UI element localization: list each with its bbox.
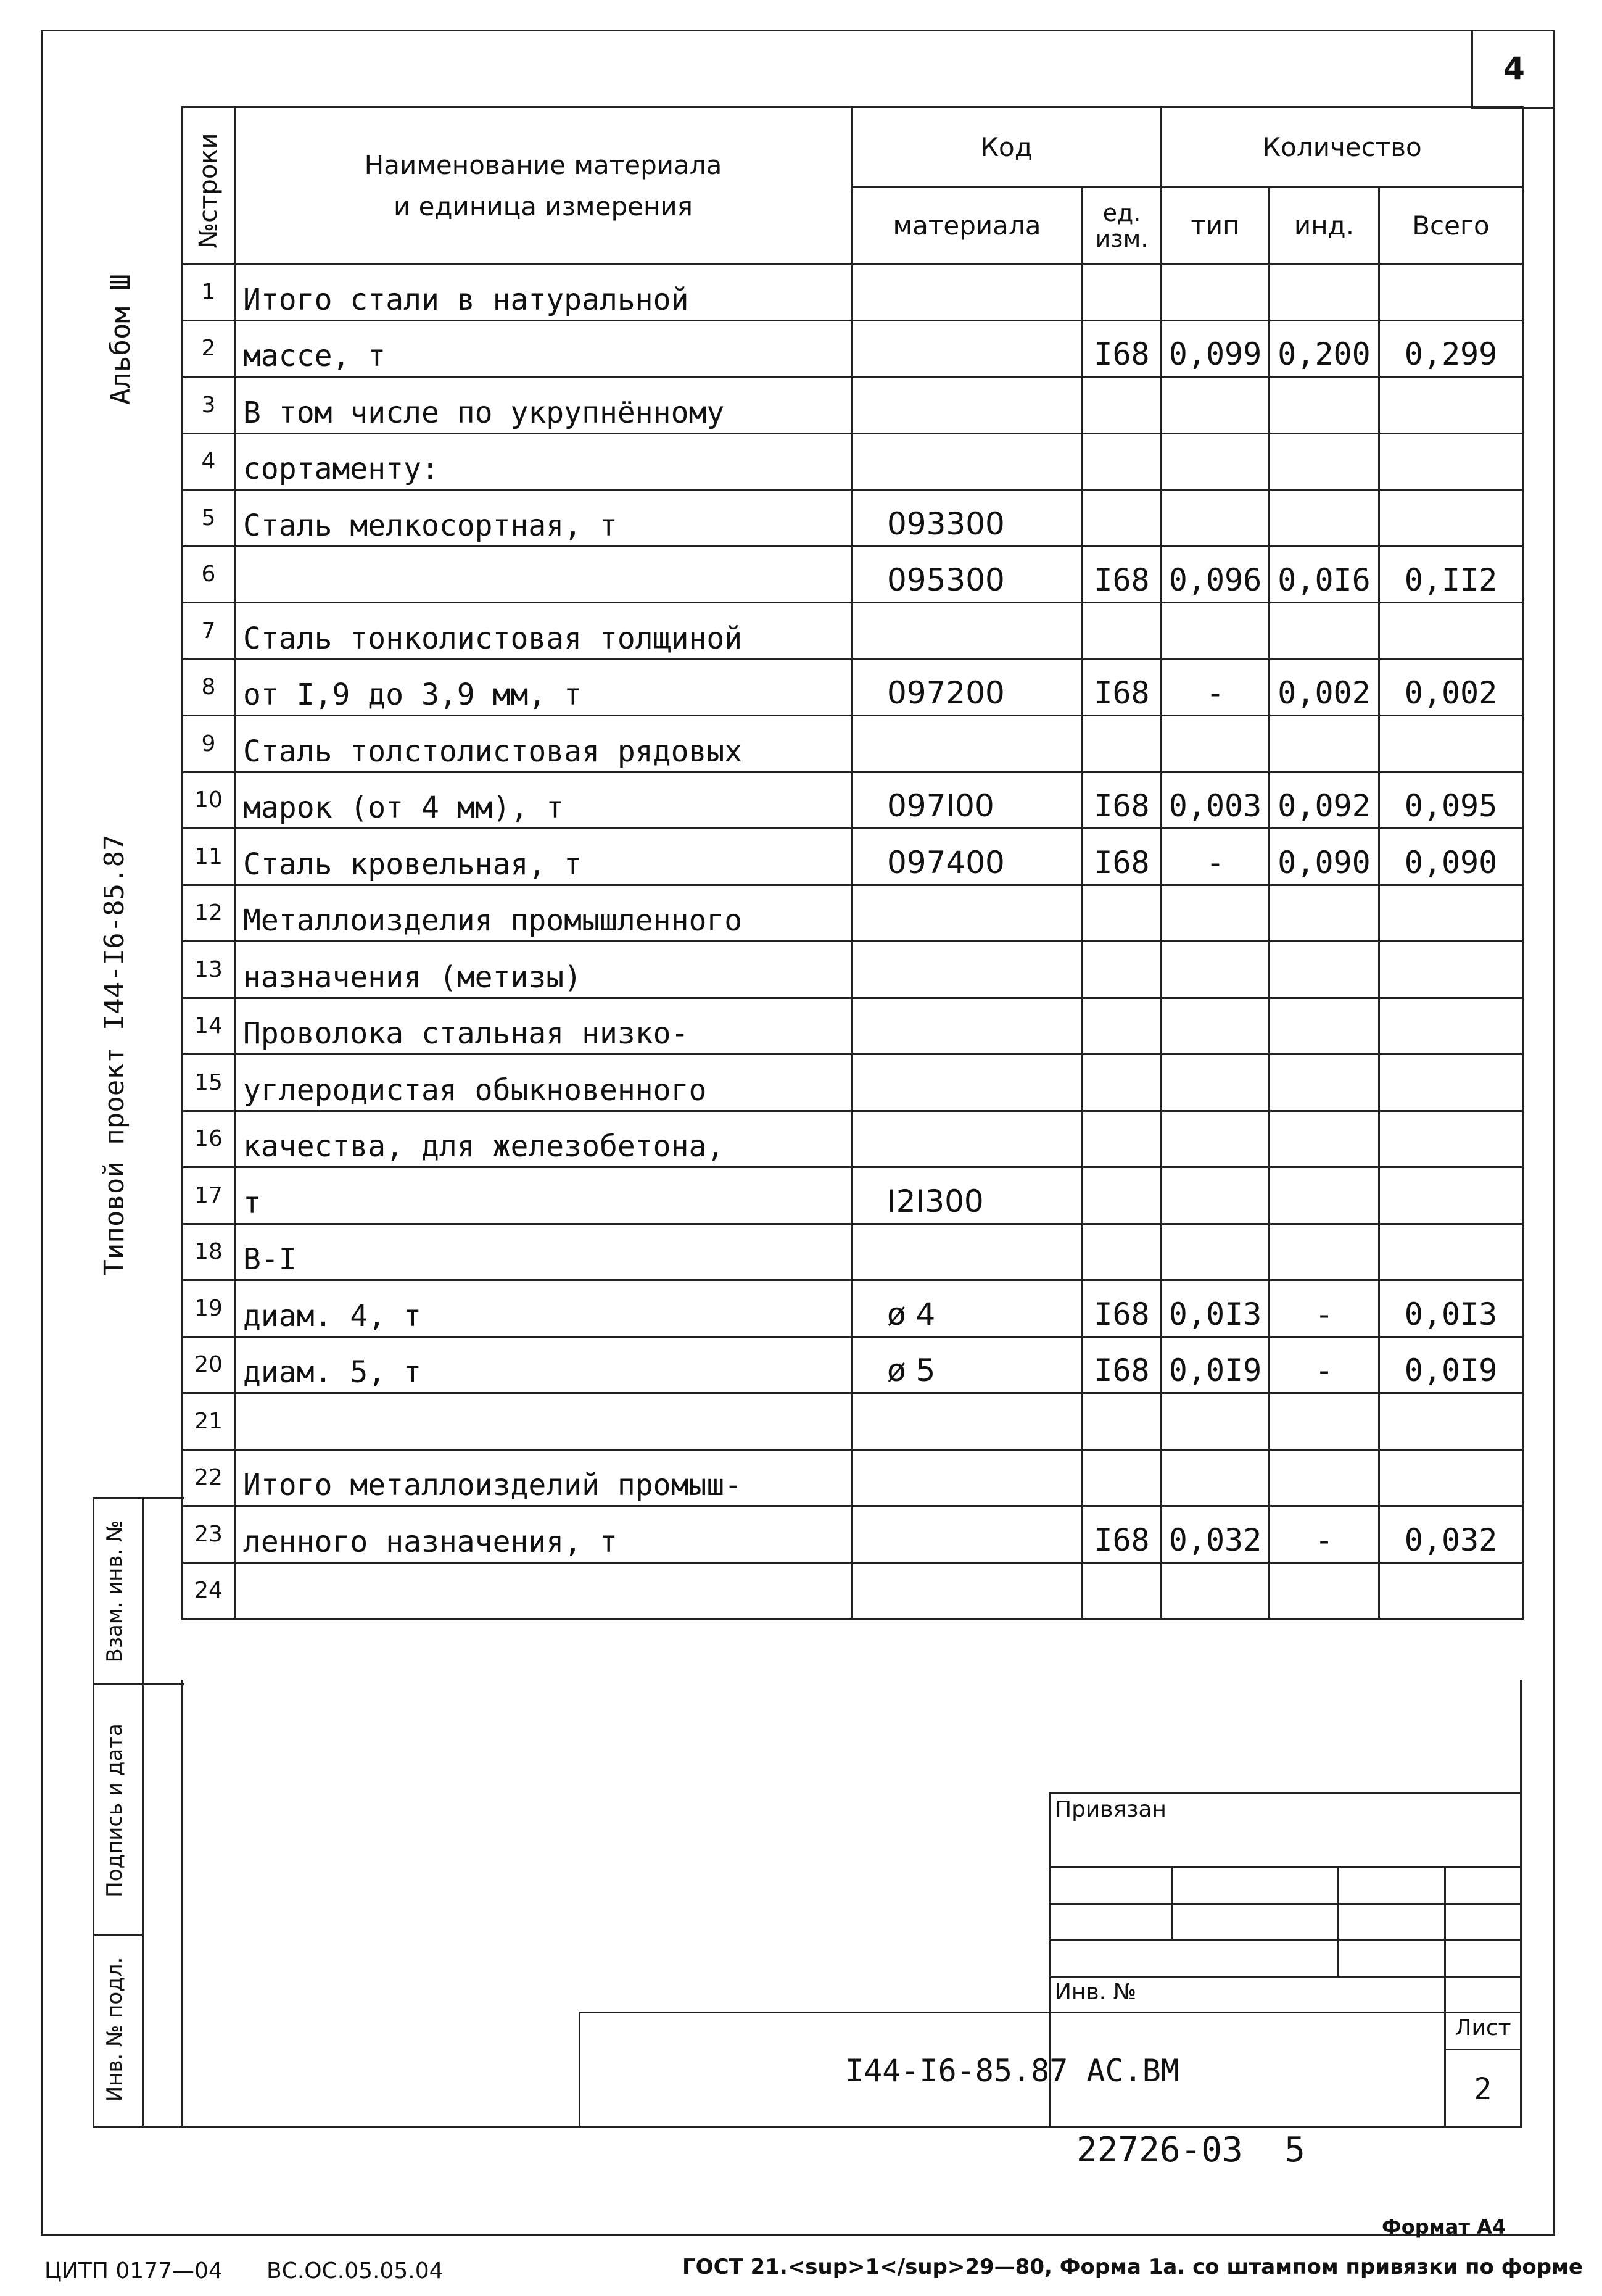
- qty-total: 0,095: [1379, 772, 1523, 829]
- table-row: [183, 885, 1523, 942]
- title-block: [181, 1680, 1522, 2128]
- qty-ind: [1270, 1224, 1379, 1280]
- header-quantity: Количество: [1162, 107, 1523, 188]
- table-row: [183, 1224, 1523, 1280]
- qty-ind: 0,200: [1270, 320, 1379, 377]
- qty-total: [1379, 490, 1523, 547]
- material-code: [852, 1224, 1083, 1280]
- row-number: 15: [183, 1055, 235, 1111]
- material-name: [235, 1393, 852, 1450]
- row-number: 1: [183, 264, 235, 321]
- qty-ind: -: [1270, 1337, 1379, 1393]
- table-row: [183, 1111, 1523, 1167]
- row-number: 9: [183, 716, 235, 773]
- table-row: [183, 320, 1523, 377]
- qty-ind: [1270, 433, 1379, 490]
- material-code: 097200: [852, 659, 1083, 716]
- row-number: 4: [183, 433, 235, 490]
- unit-code: [1083, 998, 1162, 1055]
- table-row: [183, 1562, 1523, 1619]
- row-number: 6: [183, 546, 235, 603]
- header-code-material: материала: [852, 188, 1083, 264]
- qty-total: [1379, 1449, 1523, 1506]
- material-code: ø 4: [852, 1280, 1083, 1337]
- podpis-label: Подпись и дата: [102, 1723, 127, 1897]
- header-row-no: №строки: [183, 107, 235, 264]
- row-number: 23: [183, 1506, 235, 1563]
- qty-type: [1162, 377, 1270, 434]
- qty-ind: [1270, 885, 1379, 942]
- material-name: диам. 4, т: [235, 1280, 852, 1337]
- qty-total: 0,090: [1379, 829, 1523, 885]
- handwritten-code: 22726-03 5: [1076, 2130, 1305, 2170]
- qty-ind: 0,092: [1270, 772, 1379, 829]
- unit-code: [1083, 433, 1162, 490]
- table-row: [183, 829, 1523, 885]
- row-number: 14: [183, 998, 235, 1055]
- unit-code: I68: [1083, 1506, 1162, 1563]
- material-code: 095300: [852, 546, 1083, 603]
- qty-type: 0,032: [1162, 1506, 1270, 1563]
- table-row: [183, 490, 1523, 547]
- table-row: [183, 1167, 1523, 1224]
- album-label: Альбом Ш: [105, 274, 136, 405]
- qty-type: [1162, 1393, 1270, 1450]
- material-code: [852, 1055, 1083, 1111]
- qty-type: [1162, 1449, 1270, 1506]
- row-number: 20: [183, 1337, 235, 1393]
- qty-ind: [1270, 942, 1379, 998]
- material-name: сортаменту:: [235, 433, 852, 490]
- qty-ind: [1270, 1449, 1379, 1506]
- material-code: [852, 716, 1083, 773]
- footer-code-1: ЦИТП 0177—04: [44, 2258, 223, 2284]
- unit-code: [1083, 377, 1162, 434]
- row-number: 11: [183, 829, 235, 885]
- unit-code: I68: [1083, 772, 1162, 829]
- material-code: [852, 320, 1083, 377]
- material-name: диам. 5, т: [235, 1337, 852, 1393]
- row-number: 18: [183, 1224, 235, 1280]
- row-number: 2: [183, 320, 235, 377]
- unit-code: [1083, 1449, 1162, 1506]
- row-number: 5: [183, 490, 235, 547]
- material-code: I2I300: [852, 1167, 1083, 1224]
- unit-code: [1083, 1167, 1162, 1224]
- qty-type: -: [1162, 659, 1270, 716]
- qty-total: [1379, 1224, 1523, 1280]
- qty-type: 0,003: [1162, 772, 1270, 829]
- material-code: 097I00: [852, 772, 1083, 829]
- unit-code: I68: [1083, 320, 1162, 377]
- material-code: [852, 1506, 1083, 1563]
- material-name: Проволока стальная низко-: [235, 998, 852, 1055]
- page-number: 4: [1471, 30, 1555, 109]
- unit-code: [1083, 716, 1162, 773]
- material-name: качества, для железобетона,: [235, 1111, 852, 1167]
- qty-total: 0,0I9: [1379, 1337, 1523, 1393]
- material-code: [852, 942, 1083, 998]
- qty-ind: [1270, 1562, 1379, 1619]
- row-number: 3: [183, 377, 235, 434]
- drawing-designation: I44-I6-85.87 АС.ВМ: [845, 2052, 1179, 2089]
- qty-total: [1379, 1111, 1523, 1167]
- qty-total: 0,II2: [1379, 546, 1523, 603]
- qty-type: 0,0I3: [1162, 1280, 1270, 1337]
- material-name: т: [235, 1167, 852, 1224]
- inv-no-label: Инв. №: [1055, 1979, 1137, 2005]
- qty-total: [1379, 1562, 1523, 1619]
- material-spec-table: [181, 106, 1524, 1620]
- qty-ind: [1270, 1167, 1379, 1224]
- qty-type: [1162, 264, 1270, 321]
- qty-type: -: [1162, 829, 1270, 885]
- qty-ind: [1270, 1055, 1379, 1111]
- qty-type: [1162, 603, 1270, 660]
- qty-type: [1162, 1167, 1270, 1224]
- qty-total: [1379, 716, 1523, 773]
- material-code: [852, 1449, 1083, 1506]
- sheet-number: 2: [1474, 2072, 1492, 2107]
- header-qty-type: тип: [1162, 188, 1270, 264]
- material-name: массе, т: [235, 320, 852, 377]
- qty-total: 0,032: [1379, 1506, 1523, 1563]
- table-row: [183, 942, 1523, 998]
- qty-type: 0,099: [1162, 320, 1270, 377]
- unit-code: I68: [1083, 546, 1162, 603]
- material-name: Сталь мелкосортная, т: [235, 490, 852, 547]
- header-qty-ind: инд.: [1270, 188, 1379, 264]
- qty-type: [1162, 716, 1270, 773]
- unit-code: [1083, 885, 1162, 942]
- material-code: [852, 264, 1083, 321]
- qty-ind: [1270, 603, 1379, 660]
- header-qty-total: Всего: [1379, 188, 1523, 264]
- row-number: 12: [183, 885, 235, 942]
- table-row: [183, 1055, 1523, 1111]
- qty-type: [1162, 1111, 1270, 1167]
- material-code: [852, 603, 1083, 660]
- material-code: [852, 377, 1083, 434]
- qty-total: [1379, 603, 1523, 660]
- qty-ind: 0,002: [1270, 659, 1379, 716]
- material-name: Металлоизделия промышленного: [235, 885, 852, 942]
- qty-total: [1379, 998, 1523, 1055]
- qty-total: 0,0I3: [1379, 1280, 1523, 1337]
- unit-code: [1083, 490, 1162, 547]
- unit-code: I68: [1083, 1337, 1162, 1393]
- privyazan-label: Привязан: [1055, 1797, 1166, 1822]
- row-number: 7: [183, 603, 235, 660]
- row-number: 10: [183, 772, 235, 829]
- material-name: ленного назначения, т: [235, 1506, 852, 1563]
- qty-ind: [1270, 264, 1379, 321]
- material-name: В том числе по укрупнённому: [235, 377, 852, 434]
- material-name: Сталь тонколистовая толщиной: [235, 603, 852, 660]
- table-row: [183, 433, 1523, 490]
- row-number: 16: [183, 1111, 235, 1167]
- qty-ind: 0,0I6: [1270, 546, 1379, 603]
- qty-total: [1379, 885, 1523, 942]
- vzam-inv-label: Взам. инв. №: [102, 1520, 127, 1663]
- material-name: углеродистая обыкновенного: [235, 1055, 852, 1111]
- qty-total: 0,299: [1379, 320, 1523, 377]
- row-number: 8: [183, 659, 235, 716]
- unit-code: [1083, 264, 1162, 321]
- qty-type: [1162, 998, 1270, 1055]
- table-row: [183, 603, 1523, 660]
- row-number: 17: [183, 1167, 235, 1224]
- qty-ind: [1270, 998, 1379, 1055]
- row-number: 24: [183, 1562, 235, 1619]
- material-name: Сталь толстолистовая рядовых: [235, 716, 852, 773]
- qty-total: [1379, 942, 1523, 998]
- material-name: назначения (метизы): [235, 942, 852, 998]
- qty-ind: [1270, 1393, 1379, 1450]
- qty-type: [1162, 942, 1270, 998]
- table-row: [183, 659, 1523, 716]
- table-row: [183, 716, 1523, 773]
- material-name: марок (от 4 мм), т: [235, 772, 852, 829]
- material-code: 093300: [852, 490, 1083, 547]
- row-number: 22: [183, 1449, 235, 1506]
- footer-code-2: ВС.ОС.05.05.04: [266, 2258, 444, 2284]
- footer-gost: ГОСТ 21.<sup>1</sup>29—80, Форма 1а. со штампом привязки по форме: [682, 2255, 1583, 2279]
- unit-code: I68: [1083, 829, 1162, 885]
- table-row: [183, 1393, 1523, 1450]
- qty-total: [1379, 264, 1523, 321]
- unit-code: [1083, 942, 1162, 998]
- table-row: [183, 1337, 1523, 1393]
- qty-total: [1379, 377, 1523, 434]
- qty-type: [1162, 885, 1270, 942]
- material-code: ø 5: [852, 1337, 1083, 1393]
- material-code: 097400: [852, 829, 1083, 885]
- qty-total: 0,002: [1379, 659, 1523, 716]
- qty-total: [1379, 1055, 1523, 1111]
- unit-code: [1083, 1393, 1162, 1450]
- unit-code: [1083, 1224, 1162, 1280]
- material-code: [852, 1111, 1083, 1167]
- project-label: Типовой проект I44-I6-85.87: [99, 834, 130, 1276]
- material-name: В-I: [235, 1224, 852, 1280]
- qty-type: [1162, 1562, 1270, 1619]
- material-code: [852, 885, 1083, 942]
- qty-type: 0,0I9: [1162, 1337, 1270, 1393]
- table-row: [183, 772, 1523, 829]
- table-row: [183, 1280, 1523, 1337]
- inv-podl-label: Инв. № подл.: [102, 1957, 127, 2102]
- qty-ind: 0,090: [1270, 829, 1379, 885]
- row-number: 13: [183, 942, 235, 998]
- qty-type: [1162, 490, 1270, 547]
- row-number: 19: [183, 1280, 235, 1337]
- header-name: Наименование материала и единица измерения: [235, 107, 852, 264]
- qty-ind: [1270, 716, 1379, 773]
- unit-code: [1083, 603, 1162, 660]
- material-name: [235, 1562, 852, 1619]
- unit-code: I68: [1083, 659, 1162, 716]
- material-name: Итого стали в натуральной: [235, 264, 852, 321]
- qty-total: [1379, 433, 1523, 490]
- material-name: Сталь кровельная, т: [235, 829, 852, 885]
- material-name: Итого металлоизделий промыш-: [235, 1449, 852, 1506]
- qty-ind: [1270, 377, 1379, 434]
- header-code-unit: ед. изм.: [1083, 188, 1162, 264]
- table-row: [183, 998, 1523, 1055]
- table-row: [183, 264, 1523, 321]
- unit-code: [1083, 1055, 1162, 1111]
- material-code: [852, 998, 1083, 1055]
- table-row: [183, 1449, 1523, 1506]
- unit-code: I68: [1083, 1280, 1162, 1337]
- table-row: [183, 546, 1523, 603]
- material-name: [235, 546, 852, 603]
- format-label: Формат А4: [1382, 2215, 1506, 2239]
- qty-total: [1379, 1393, 1523, 1450]
- table-row: [183, 1506, 1523, 1563]
- qty-ind: [1270, 490, 1379, 547]
- material-code: [852, 1562, 1083, 1619]
- qty-type: [1162, 1224, 1270, 1280]
- qty-type: [1162, 433, 1270, 490]
- table-row: [183, 377, 1523, 434]
- row-number: 21: [183, 1393, 235, 1450]
- qty-ind: -: [1270, 1280, 1379, 1337]
- qty-type: [1162, 1055, 1270, 1111]
- sheet-label: Лист: [1455, 2015, 1511, 2041]
- qty-type: 0,096: [1162, 546, 1270, 603]
- unit-code: [1083, 1111, 1162, 1167]
- qty-ind: -: [1270, 1506, 1379, 1563]
- qty-total: [1379, 1167, 1523, 1224]
- material-name: от I,9 до 3,9 мм, т: [235, 659, 852, 716]
- qty-ind: [1270, 1111, 1379, 1167]
- material-code: [852, 433, 1083, 490]
- header-code: Код: [852, 107, 1162, 188]
- material-code: [852, 1393, 1083, 1450]
- unit-code: [1083, 1562, 1162, 1619]
